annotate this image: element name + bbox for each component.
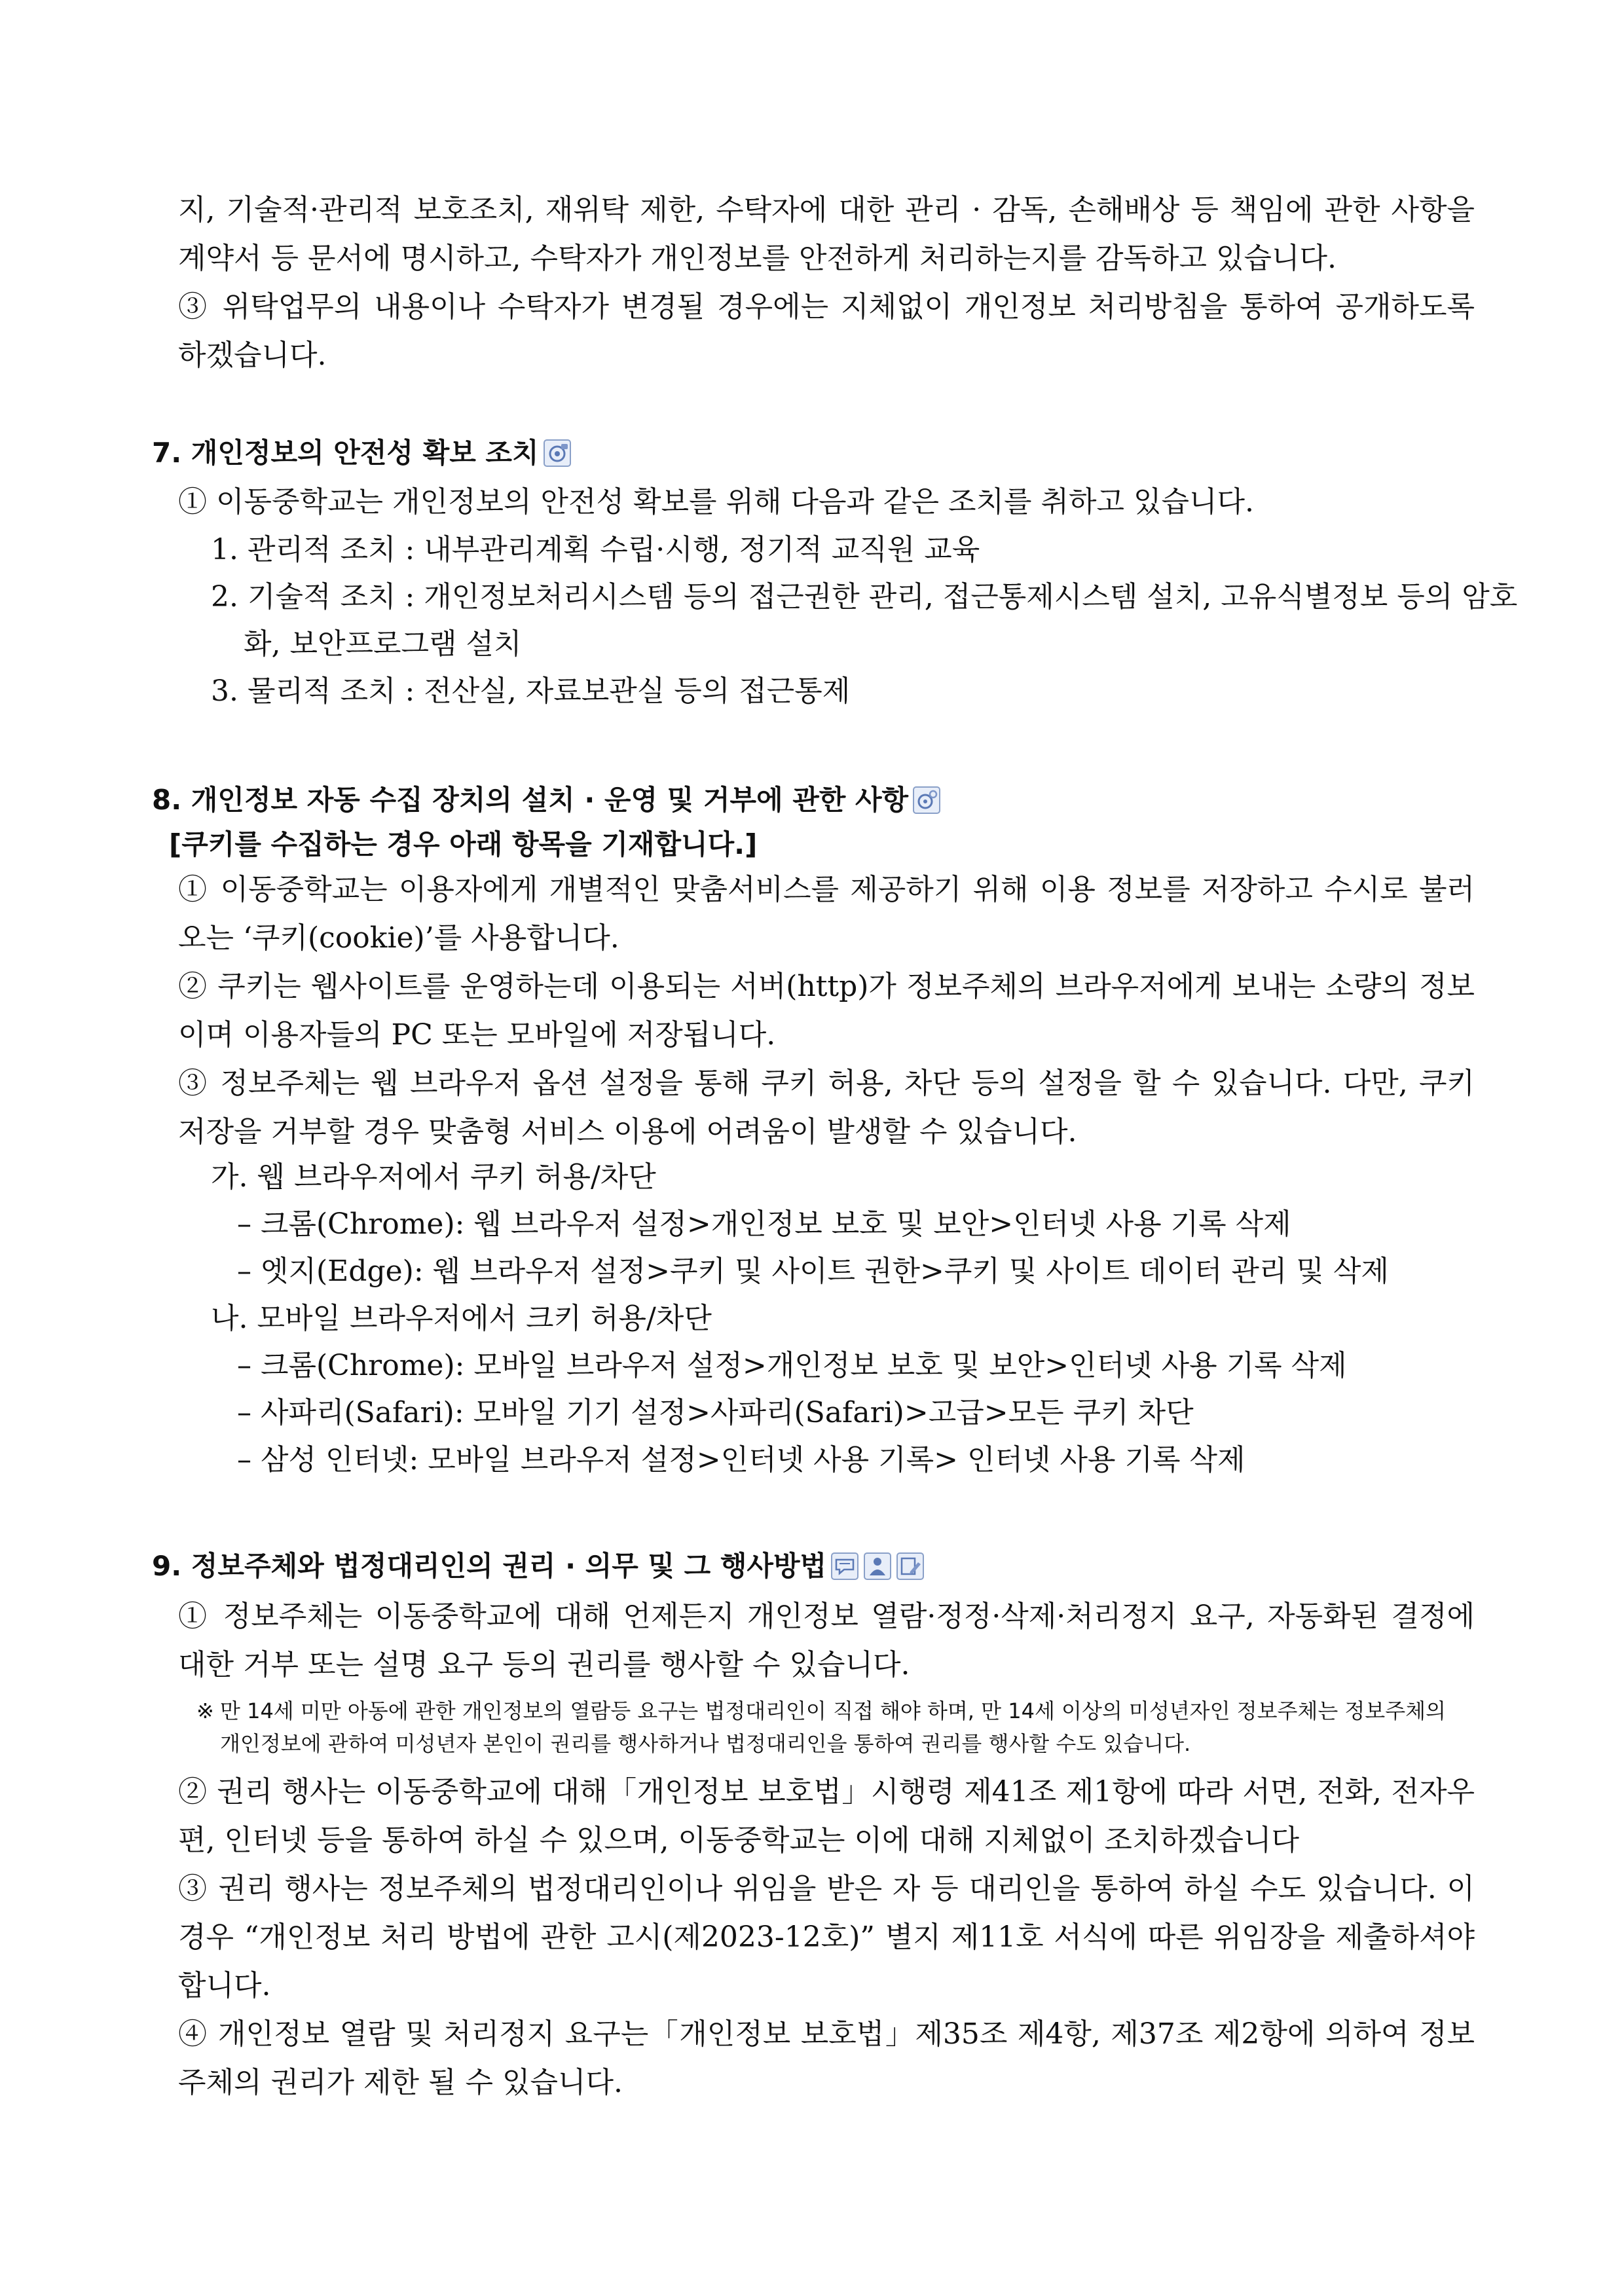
section-9-heading	[152, 1548, 925, 1585]
section-9-paragraph-2: ② 권리 행사는 이동중학교에 대해「개인정보 보호법」시행령 제41조 제1항에 따라 서면, 전화, 전자우편, 인터넷 등을 통하여 하실 수 있으며, 이동중학교는 이에 대해 지체없이 조치하겠습니다	[178, 1775, 1475, 1857]
section-9-title: 9. 정보주체와 법정대리인의 권리 · 의무 및 그 행사방법	[152, 1550, 827, 1582]
safety-lock-icon	[543, 439, 572, 468]
section-7-item-3: 3. 물리적 조치 : 전산실, 자료보관실 등의 접근통제	[211, 674, 851, 708]
section-8-paragraph-1: ① 이동중학교는 이용자에게 개별적인 맞춤서비스를 제공하기 위해 이용 정보를 저장하고 수시로 불러오는 ‘쿠키(cookie)’를 사용합니다.	[178, 873, 1475, 955]
section-7-item-2-cont: 화, 보안프로그램 설치	[244, 627, 522, 661]
section-9-paragraph-1: ① 정보주체는 이동중학교에 대해 언제든지 개인정보 열람·정정·삭제·처리정지 요구, 자동화된 결정에 대한 거부 또는 설명 요구 등의 권리를 행사할 수 있습니다.	[178, 1600, 1475, 1681]
section-8-paragraph-2: ② 쿠키는 웹사이트를 운영하는데 이용되는 서버(http)가 정보주체의 브라우저에게 보내는 소량의 정보이며 이용자들의 PC 또는 모바일에 저장됩니다.	[178, 970, 1475, 1052]
section-8-heading	[152, 782, 941, 818]
intro-paragraph-2: ③ 위탁업무의 내용이나 수탁자가 변경될 경우에는 지체없이 개인정보 처리방침을 통하여 공개하도록 하겠습니다.	[178, 290, 1475, 372]
section-9-footnote	[196, 1695, 1480, 1760]
section-9-paragraph-4: ④ 개인정보 열람 및 처리정지 요구는「개인정보 보호법」제35조 제4항, 제37조 제2항에 의하여 정보주체의 권리가 제한 될 수 있습니다.	[178, 2017, 1475, 2099]
mobile-browser-item-chrome: – 크롬(Chrome): 모바일 브라우저 설정>개인정보 보호 및 보안>인터넷 사용 기록 삭제	[237, 1349, 1347, 1382]
web-browser-label: 가. 웹 브라우저에서 쿠키 허용/차단	[211, 1160, 656, 1194]
section-8-title: 8. 개인정보 자동 수집 장치의 설치 · 운영 및 거부에 관한 사항	[152, 784, 909, 816]
section-7-heading	[152, 435, 572, 471]
section-7-item-1: 1. 관리적 조치 : 내부관리계획 수립·시행, 정기적 교직원 교육	[211, 533, 980, 566]
person-icon	[863, 1552, 892, 1581]
chat-icon	[830, 1552, 859, 1581]
intro-paragraph-1: 지, 기술적·관리적 보호조치, 재위탁 제한, 수탁자에 대한 관리 · 감독, 손해배상 등 책임에 관한 사항을 계약서 등 문서에 명시하고, 수탁자가 개인정보를 안전하게 처리하는지를 감독하고 있습니다.	[178, 193, 1475, 275]
web-browser-item-edge: – 엣지(Edge): 웹 브라우저 설정>쿠키 및 사이트 권한>쿠키 및 사이트 데이터 관리 및 삭제	[237, 1255, 1389, 1288]
web-browser-item-chrome: – 크롬(Chrome): 웹 브라우저 설정>개인정보 보호 및 보안>인터넷 사용 기록 삭제	[237, 1207, 1291, 1241]
section-8-paragraph-3: ③ 정보주체는 웹 브라우저 옵션 설정을 통해 쿠키 허용, 차단 등의 설정을 할 수 있습니다. 다만, 쿠키 저장을 거부할 경우 맞춤형 서비스 이용에 어려움이 발생할 수 있습니다.	[178, 1067, 1475, 1148]
cookie-settings-icon	[912, 786, 941, 815]
footnote-line-1: 만 14세 미만 아동에 관한 개인정보의 열람등 요구는 법정대리인이 직접 해야 하며, 만 14세 이상의 미성년자인 정보주체는 정보주체의	[220, 1698, 1446, 1723]
section-7-item-2: 2. 기술적 조치 : 개인정보처리시스템 등의 접근권한 관리, 접근통제시스템 설치, 고유식별정보 등의 암호	[211, 580, 1518, 614]
footnote-line-2: 개인정보에 관하여 미성년자 본인이 권리를 행사하거나 법정대리인을 통하여 권리를 행사할 수도 있습니다.	[220, 1731, 1191, 1756]
section-9-paragraph-3: ③ 권리 행사는 정보주체의 법정대리인이나 위임을 받은 자 등 대리인을 통하여 하실 수도 있습니다. 이 경우 “개인정보 처리 방법에 관한 고시(제2023-12호)” 별지 제11호 서식에 따른 위임장을 제출하셔야 합니다.	[178, 1872, 1475, 2002]
section-7-intro: ① 이동중학교는 개인정보의 안전성 확보를 위해 다음과 같은 조치를 취하고 있습니다.	[178, 485, 1254, 519]
section-7-title: 7. 개인정보의 안전성 확보 조치	[152, 437, 539, 469]
footnote-mark: ※	[196, 1698, 214, 1723]
edit-icon	[896, 1552, 925, 1581]
mobile-browser-label: 나. 모바일 브라우저에서 크키 허용/차단	[211, 1302, 712, 1335]
mobile-browser-item-samsung: – 삼성 인터넷: 모바일 브라우저 설정>인터넷 사용 기록> 인터넷 사용 기록 삭제	[237, 1443, 1246, 1477]
mobile-browser-item-safari: – 사파리(Safari): 모바일 기기 설정>사파리(Safari)>고급>모든 쿠키 차단	[237, 1396, 1194, 1429]
section-8-subnote: [쿠키를 수집하는 경우 아래 항목을 기재합니다.]	[169, 828, 758, 860]
